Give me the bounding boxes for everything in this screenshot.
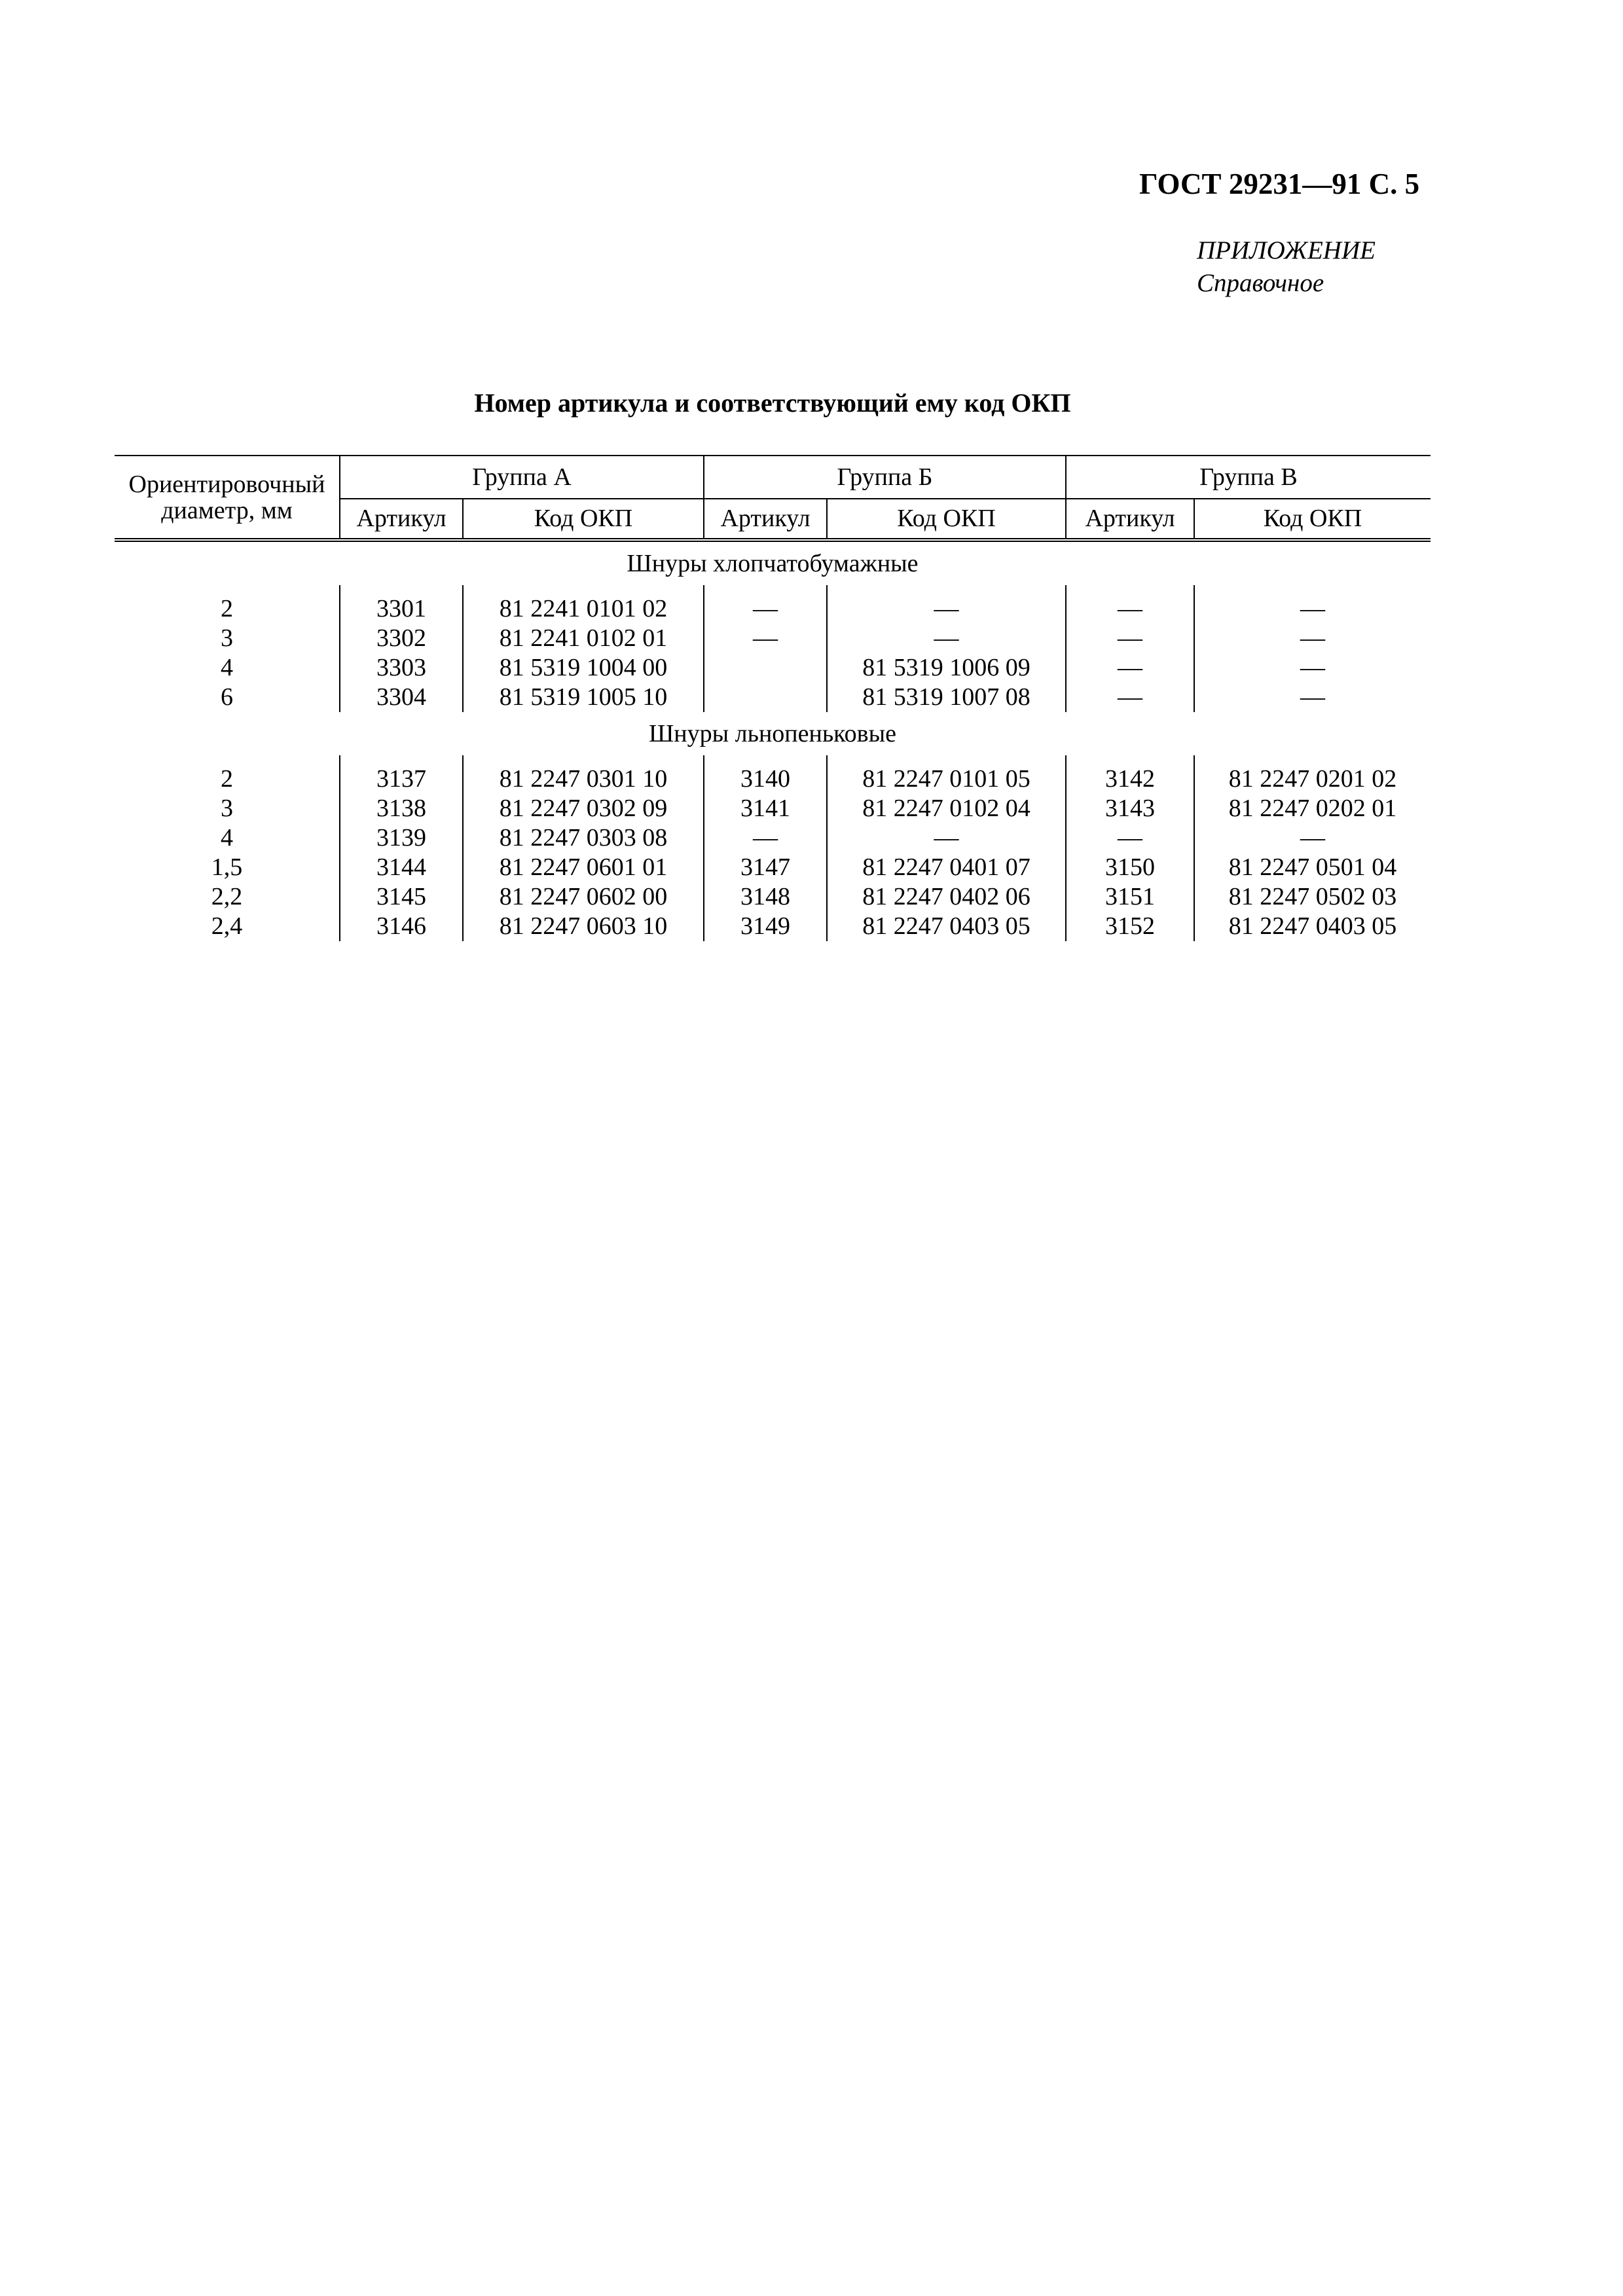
table-cell: 81 2247 0302 09 — [463, 794, 704, 823]
table-cell: — — [827, 594, 1066, 624]
table-cell: 3151 — [1066, 882, 1194, 912]
table-row — [115, 683, 1431, 712]
table-cell: — — [704, 823, 827, 853]
header-group-b: Группа Б — [704, 456, 1066, 499]
table-cell: 81 2247 0602 00 — [463, 882, 704, 912]
table-row — [115, 794, 1431, 823]
table-cell: 3302 — [340, 624, 463, 653]
table-cell: — — [704, 594, 827, 624]
table-cell: — — [1066, 683, 1194, 712]
table-cell — [704, 653, 827, 683]
header-group-a: Группа А — [340, 456, 704, 499]
table-cell — [704, 683, 827, 712]
table-header-row-groups — [115, 456, 1431, 499]
table-row — [115, 882, 1431, 912]
spacer-cell — [463, 585, 704, 594]
table-cell: 81 2247 0303 08 — [463, 823, 704, 853]
table-cell: 81 2247 0502 03 — [1194, 882, 1431, 912]
section-row — [115, 540, 1431, 585]
table-cell: 81 5319 1005 10 — [463, 683, 704, 712]
table-cell: 3138 — [340, 794, 463, 823]
table-cell: 81 5319 1007 08 — [827, 683, 1066, 712]
spacer-cell — [704, 585, 827, 594]
table-cell: 3147 — [704, 853, 827, 882]
table-cell: 3143 — [1066, 794, 1194, 823]
table-cell: — — [1194, 683, 1431, 712]
table-cell: 81 2247 0201 02 — [1194, 764, 1431, 794]
table-cell: 3150 — [1066, 853, 1194, 882]
table-cell: 81 2247 0301 10 — [463, 764, 704, 794]
table-cell: 3146 — [340, 912, 463, 941]
spacer-cell — [115, 755, 340, 764]
table-cell: 3 — [221, 624, 233, 652]
table-cell: 81 2247 0402 06 — [827, 882, 1066, 912]
table-cell: 3137 — [340, 764, 463, 794]
spacer-cell — [1194, 585, 1431, 594]
table-cell: — — [827, 823, 1066, 853]
okp-table — [115, 455, 1431, 941]
table-cell: 3 — [221, 795, 233, 822]
spacer-cell — [340, 585, 463, 594]
section-title: Шнуры льнопеньковые — [648, 720, 897, 747]
table-cell: 81 5319 1006 09 — [827, 653, 1066, 683]
table-cell: 3304 — [340, 683, 463, 712]
table-cell: 3145 — [340, 882, 463, 912]
section-row — [115, 712, 1431, 755]
table-cell: 3149 — [704, 912, 827, 941]
table-cell: 81 2247 0101 05 — [827, 764, 1066, 794]
table-cell: — — [1194, 823, 1431, 853]
table-cell: — — [1066, 594, 1194, 624]
table-cell: 1,5 — [211, 853, 243, 881]
table-cell: — — [1194, 624, 1431, 653]
table-cell: 81 2247 0202 01 — [1194, 794, 1431, 823]
table-cell: 3148 — [704, 882, 827, 912]
header-code: Код ОКП — [827, 499, 1066, 540]
table-cell: 81 2247 0102 04 — [827, 794, 1066, 823]
table-cell: 2,4 — [211, 912, 243, 940]
spacer-cell — [1066, 755, 1194, 764]
table-cell: 2 — [221, 595, 233, 622]
table-cell: — — [1194, 594, 1431, 624]
header-article: Артикул — [704, 499, 827, 540]
table-cell: 2,2 — [211, 883, 243, 910]
table-cell: 4 — [221, 654, 233, 681]
table-cell: — — [1194, 653, 1431, 683]
table-title: Номер артикула и соответствующий ему код ОКП — [474, 388, 1071, 418]
table-cell: 3140 — [704, 764, 827, 794]
table-row — [115, 594, 1431, 624]
table-cell: 81 2241 0101 02 — [463, 594, 704, 624]
table-cell: 3139 — [340, 823, 463, 853]
spacer-cell — [827, 585, 1066, 594]
table-cell: 2 — [221, 765, 233, 793]
table-cell: — — [1066, 653, 1194, 683]
header-article: Артикул — [1066, 499, 1194, 540]
table-row — [115, 624, 1431, 653]
spacer-cell — [1066, 585, 1194, 594]
header-code: Код ОКП — [463, 499, 704, 540]
table-cell: 81 2247 0601 01 — [463, 853, 704, 882]
appendix-block — [1197, 234, 1376, 300]
spacer-cell — [704, 755, 827, 764]
spacer-cell — [1194, 755, 1431, 764]
header-code: Код ОКП — [1194, 499, 1431, 540]
table-cell: 81 2247 0603 10 — [463, 912, 704, 941]
table-cell: 4 — [221, 824, 233, 852]
table-cell: 6 — [221, 683, 233, 711]
spacer-cell — [827, 755, 1066, 764]
appendix-type: Справочное — [1197, 269, 1324, 297]
table-cell: 3141 — [704, 794, 827, 823]
table-row — [115, 653, 1431, 683]
table-cell: — — [1066, 823, 1194, 853]
table-cell: 81 2247 0401 07 — [827, 853, 1066, 882]
spacer-row — [115, 755, 1431, 764]
table-cell: 3303 — [340, 653, 463, 683]
table-cell: 81 5319 1004 00 — [463, 653, 704, 683]
table-row — [115, 764, 1431, 794]
table-cell: 81 2241 0102 01 — [463, 624, 704, 653]
table-cell: 81 2247 0403 05 — [827, 912, 1066, 941]
table-cell: 3144 — [340, 853, 463, 882]
table-row — [115, 823, 1431, 853]
header-group-v: Группа В — [1066, 456, 1431, 499]
section-title: Шнуры хлопчатобумажные — [627, 550, 919, 577]
spacer-cell — [115, 585, 340, 594]
table-row — [115, 853, 1431, 882]
table-cell: 3301 — [340, 594, 463, 624]
appendix-label: ПРИЛОЖЕНИЕ — [1197, 236, 1376, 264]
table-cell: — — [827, 624, 1066, 653]
table-body — [115, 540, 1431, 941]
table-cell: — — [1066, 624, 1194, 653]
header-article: Артикул — [340, 499, 463, 540]
table-cell: 81 2247 0501 04 — [1194, 853, 1431, 882]
table-cell: — — [704, 624, 827, 653]
spacer-row — [115, 585, 1431, 594]
table-cell: 3152 — [1066, 912, 1194, 941]
table-cell: 3142 — [1066, 764, 1194, 794]
spacer-cell — [340, 755, 463, 764]
header-diameter: Ориентировочный диаметр, мм — [115, 456, 340, 540]
table-row — [115, 912, 1431, 941]
spacer-cell — [463, 755, 704, 764]
page-header: ГОСТ 29231—91 С. 5 — [1139, 168, 1420, 200]
table-cell: 81 2247 0403 05 — [1194, 912, 1431, 941]
